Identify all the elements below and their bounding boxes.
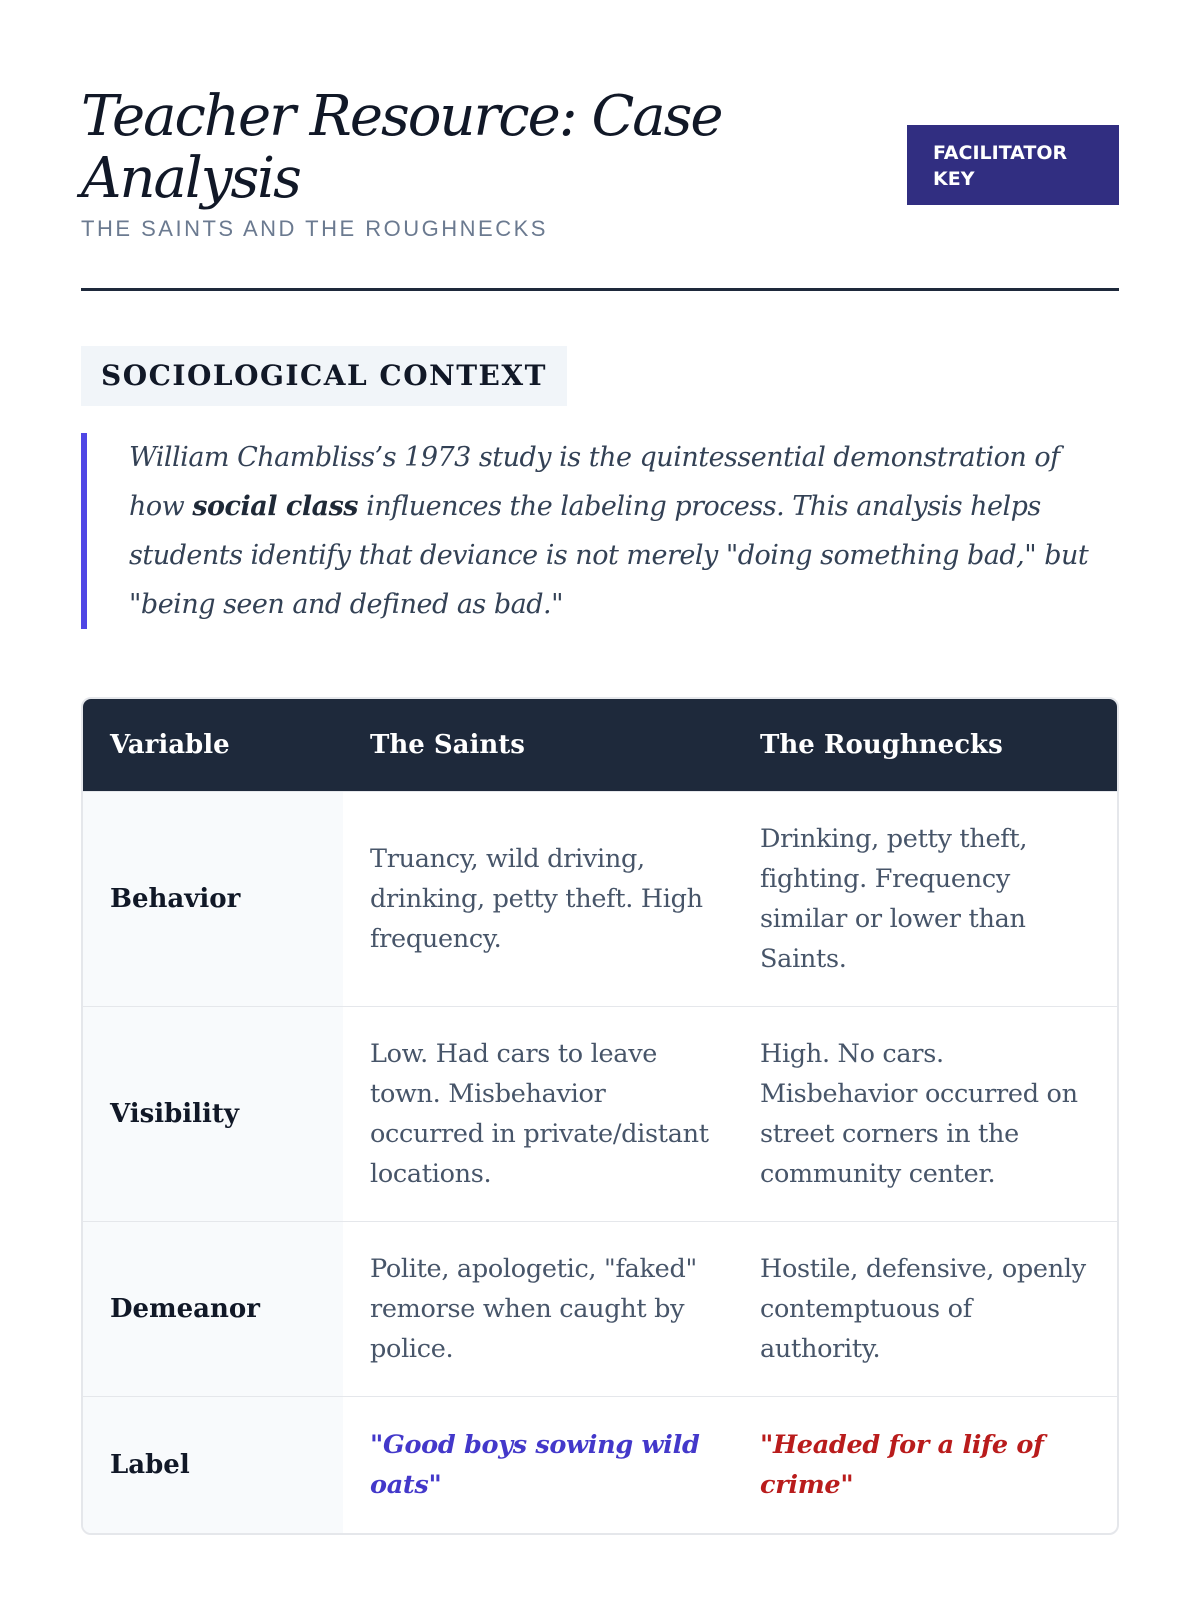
row-saints: Polite, apologetic, "faked" remorse when caught by police. <box>370 1254 697 1364</box>
comparison-table <box>81 697 1119 1535</box>
table-header-row <box>83 699 1117 791</box>
row-roughnecks: Drinking, petty theft, fighting. Frequency similar or lower than Saints. <box>760 824 1028 974</box>
context-text-1: William Chambliss’s 1973 study is the quintessential demonstration of how <box>129 442 1060 522</box>
saints-label: "Good boys sowing wild oats" <box>370 1430 700 1500</box>
row-variable: Behavior <box>83 792 343 1006</box>
table-row <box>83 791 1117 1006</box>
row-roughnecks: High. No cars. Misbehavior occurred on street corners in the community center. <box>760 1039 1078 1189</box>
table-row <box>83 1221 1117 1396</box>
table-row <box>83 1396 1117 1533</box>
header <box>81 86 1119 291</box>
header-saints: The Saints <box>370 730 525 760</box>
row-saints: Truancy, wild driving, drinking, petty theft. High frequency. <box>370 844 703 954</box>
row-variable: Visibility <box>83 1007 343 1221</box>
row-saints: Low. Had cars to leave town. Misbehavior occurred in private/distant locations. <box>370 1039 709 1189</box>
context-paragraph <box>81 433 1119 629</box>
page-subtitle: THE SAINTS AND THE ROUGHNECKS <box>81 216 548 241</box>
row-variable: Demeanor <box>83 1222 343 1396</box>
header-roughnecks: The Roughnecks <box>760 730 1003 760</box>
facilitator-key-badge: FACILITATOR KEY <box>907 125 1119 205</box>
roughnecks-label: "Headed for a life of crime" <box>760 1430 1044 1500</box>
section-heading: SOCIOLOGICAL CONTEXT <box>81 346 567 406</box>
context-text-2: influences the labeling process. This analysis helps students identify that deviance is not merely "doing something bad," but "being seen and defined as bad." <box>129 491 1089 620</box>
row-variable: Label <box>83 1397 343 1533</box>
table-row <box>83 1006 1117 1221</box>
row-roughnecks: Hostile, defensive, openly contemptuous of authority. <box>760 1254 1086 1364</box>
page-title: Teacher Resource: Case Analysis <box>81 84 722 211</box>
context-emphasis: social class <box>192 491 358 522</box>
header-variable: Variable <box>110 730 230 760</box>
